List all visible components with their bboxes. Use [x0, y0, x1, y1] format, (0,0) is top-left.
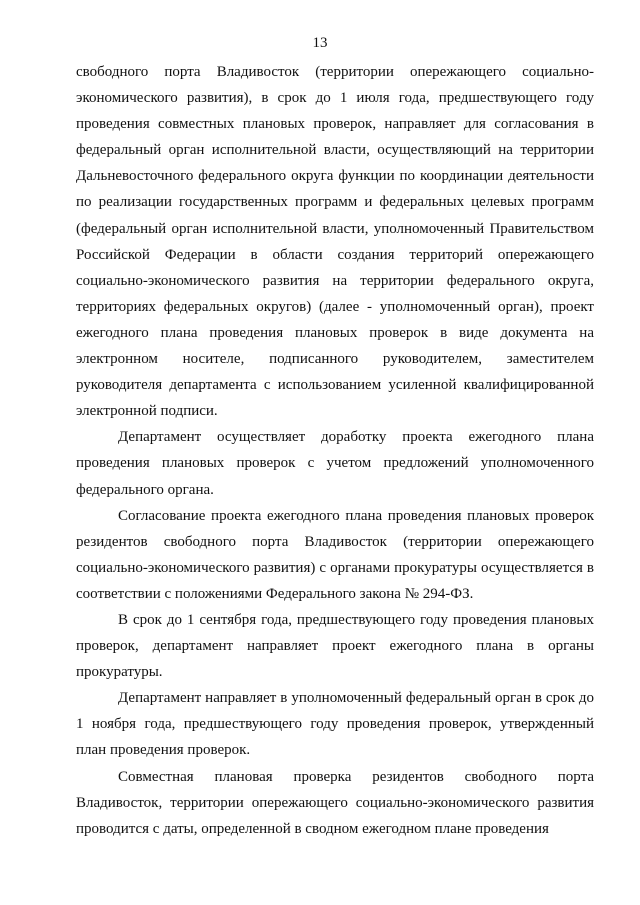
paragraph-2: Департамент осуществляет доработку проекта ежегодного плана проведения плановых проверок с учетом предложений уполномоченного федерального органа.	[76, 429, 594, 498]
paragraph-6: Совместная плановая проверка резидентов свободного порта Владивосток, территории опережающего социально-экономического развития проводится с даты, определенной в сводном ежегодном плане проведения	[76, 768, 594, 837]
paragraph-4: В срок до 1 сентября года, предшествующего году проведения плановых проверок, департамент направляет проект ежегодного плана в органы прокуратуры.	[76, 611, 594, 681]
page-number: 13	[312, 35, 328, 51]
paragraph-1: свободного порта Владивосток (территории опережающего социально-экономического развития), в срок до 1 июля года, предшествующего году проведения совместных плановых проверок, направляет для согласования в федеральный орган исполнительной власти, осуществляющий на территории Дальневосточного федерального округа функции по координации деятельности по реализации государственных программ и федеральных целевых программ (федеральный орган исполнительной власти, уполномоченный Правительством Российской Федерации в области создания территорий опережающего социально-экономического развития на территории федерального округа, территориях федеральных округов) (далее - уполномоченный орган), проект ежегодного плана проведения плановых проверок в виде документа на электронном носителе, подписанного руководителем, заместителем руководителя департамента с использованием усиленной квалифицированной электронной подписи.	[76, 64, 594, 420]
document-body	[76, 59, 594, 842]
paragraph-5: Департамент направляет в уполномоченный федеральный орган в срок до 1 ноября года, предшествующего году проведения проверок, утвержденный план проведения проверок.	[76, 690, 594, 759]
paragraph-3: Согласование проекта ежегодного плана проведения плановых проверок резидентов свободного порта Владивосток (территории опережающего социально-экономического развития) с органами прокуратуры осуществляется в соответствии с положениями Федерального закона № 294-ФЗ.	[76, 507, 594, 602]
